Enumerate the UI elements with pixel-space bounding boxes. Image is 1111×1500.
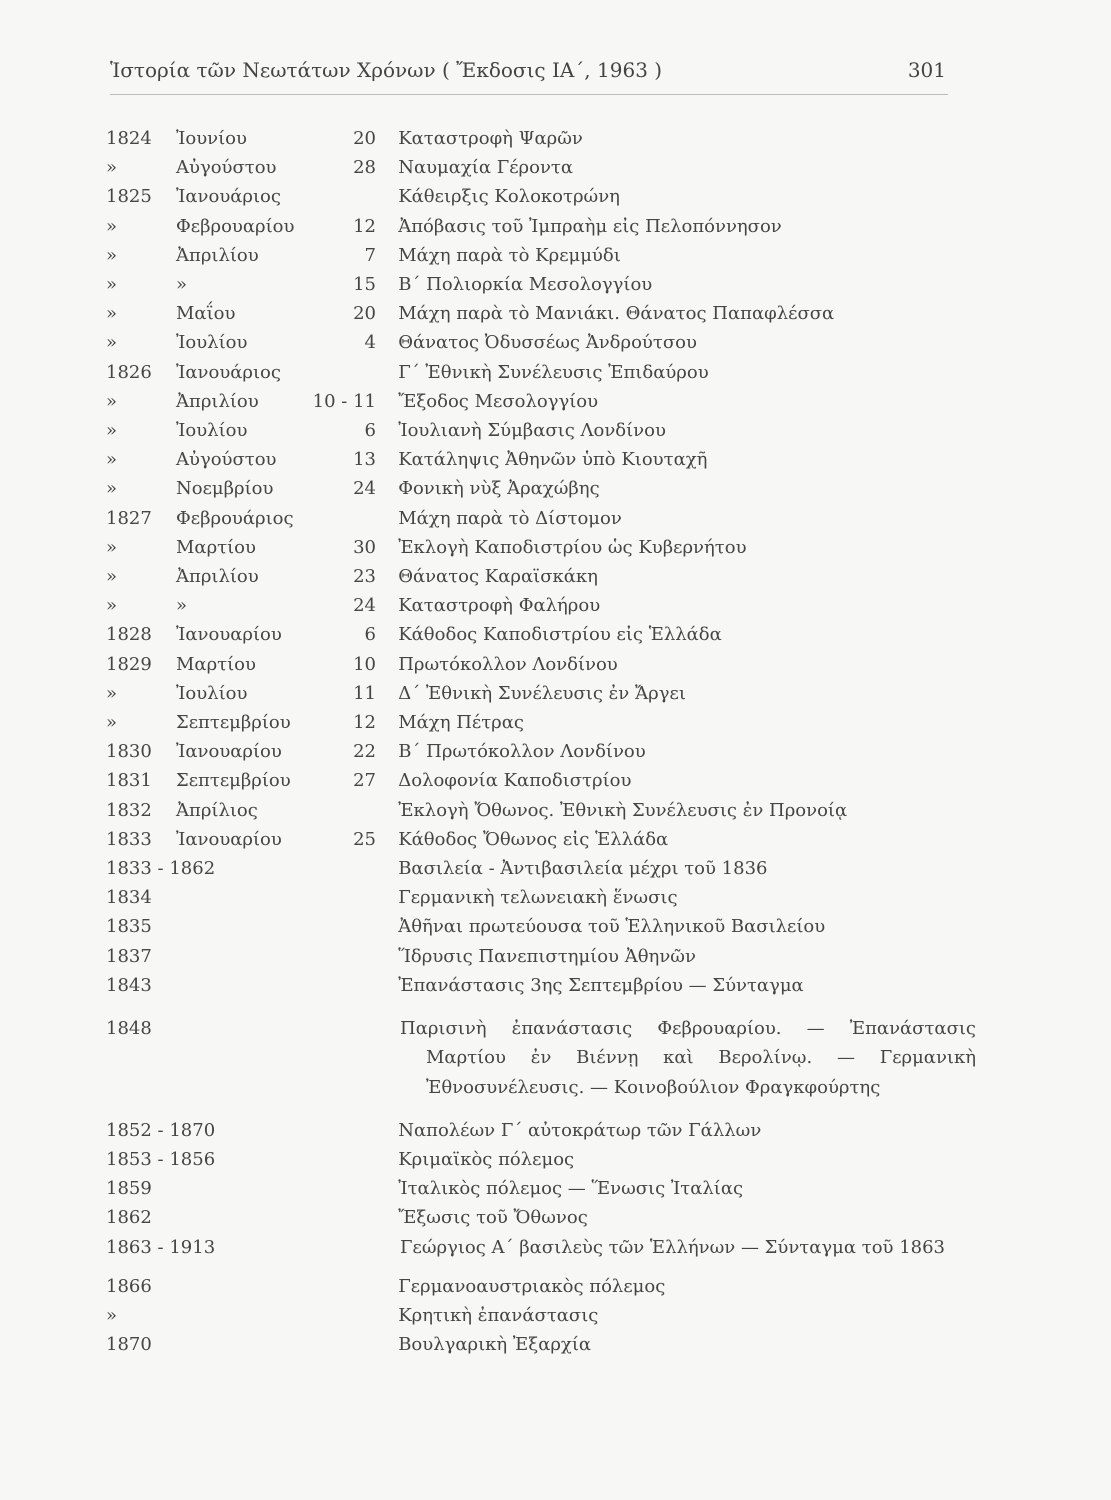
entry-year: 1826 xyxy=(106,361,152,383)
entry-event: Κάθοδος Ὄθωνος εἰς Ἑλλάδα xyxy=(398,828,669,850)
entry-year: » xyxy=(106,712,118,734)
chronology-entry xyxy=(0,241,1111,270)
entry-event: Ναπολέων Γ΄ αὐτοκράτωρ τῶν Γάλλων xyxy=(398,1119,762,1141)
entry-year: » xyxy=(106,420,118,442)
entry-year: » xyxy=(106,303,118,325)
chronology-entry xyxy=(0,650,1111,679)
entry-day: 24 xyxy=(353,595,376,617)
entry-year: » xyxy=(106,566,118,588)
chronology-entry xyxy=(0,124,1111,153)
entry-event: Δ΄ Ἐθνικὴ Συνέλευσις ἐν Ἄργει xyxy=(398,682,686,704)
entry-day: 12 xyxy=(353,215,376,237)
entry-event: Β΄ Πρωτόκολλον Λονδίνου xyxy=(398,741,646,763)
entry-year: » xyxy=(106,1304,118,1326)
entry-year: 1831 xyxy=(106,770,152,792)
entry-day: 20 xyxy=(353,128,376,149)
chronology-entry xyxy=(0,1203,1111,1232)
entry-year: 1866 xyxy=(106,1275,152,1297)
chronology-entry xyxy=(0,854,1111,883)
entry-month: Ἰανουαρίου xyxy=(176,741,282,763)
entry-year: » xyxy=(106,157,118,179)
entry-day: 25 xyxy=(353,828,376,850)
chronology-entry xyxy=(0,358,1111,387)
entry-month: Μαρτίου xyxy=(176,653,256,675)
entry-year: » xyxy=(106,215,118,237)
chronology-entry xyxy=(0,1330,1111,1359)
entry-event: Γ΄ Ἐθνικὴ Συνέλευσις Ἐπιδαύρου xyxy=(398,361,709,383)
chronology-entry xyxy=(0,620,1111,649)
entry-event: Καταστροφὴ Φαλήρου xyxy=(398,595,601,617)
entry-event: Βουλγαρικὴ Ἐξαρχία xyxy=(398,1334,592,1356)
entry-event: Καταστροφὴ Ψαρῶν xyxy=(398,128,583,149)
entry-event: Μάχη παρὰ τὸ Μανιάκι. Θάνατος Παπαφλέσσα xyxy=(398,303,835,325)
entry-year: 1853 - 1856 xyxy=(106,1148,216,1170)
spacer xyxy=(0,1262,1111,1272)
chronology-entry xyxy=(0,533,1111,562)
entry-year: 1870 xyxy=(106,1334,152,1356)
entry-month: Ἀπρίλιος xyxy=(176,799,258,821)
chronology-entry xyxy=(0,679,1111,708)
entry-month: » xyxy=(176,595,188,617)
chronology-entry xyxy=(0,562,1111,591)
entry-day: 28 xyxy=(353,157,376,179)
entry-event: Ἀθῆναι πρωτεύουσα τοῦ Ἑλληνικοῦ Βασιλείου xyxy=(398,916,826,938)
chronology-entry xyxy=(0,1116,1111,1145)
entry-event: Μάχη Πέτρας xyxy=(398,712,525,734)
entry-month: Ἰουλίου xyxy=(176,332,248,354)
entry-year: 1852 - 1870 xyxy=(106,1119,216,1141)
entry-event: Φονικὴ νὺξ Ἀραχώβης xyxy=(398,478,600,500)
entry-month: Νοεμβρίου xyxy=(176,478,274,500)
entry-year: » xyxy=(106,332,118,354)
entry-event: Β΄ Πολιορκία Μεσολογγίου xyxy=(398,274,653,296)
entry-event: Ἵδρυσις Πανεπιστημίου Ἀθηνῶν xyxy=(398,945,696,967)
entry-event: Κάθοδος Καποδιστρίου εἰς Ἑλλάδα xyxy=(398,624,722,646)
entry-day: 7 xyxy=(364,244,376,266)
entry-event: Ἰουλιανὴ Σύμβασις Λονδίνου xyxy=(398,420,666,442)
entry-event: Κατάληψις Ἀθηνῶν ὑπὸ Κιουταχῆ xyxy=(398,449,708,471)
entry-year: 1825 xyxy=(106,186,152,208)
entry-day: 24 xyxy=(353,478,376,500)
entry-year: 1832 xyxy=(106,799,152,821)
entry-year: 1833 xyxy=(106,828,152,850)
entry-year: 1834 xyxy=(106,887,152,909)
chronology-entry xyxy=(0,1233,1111,1262)
chronology-entry xyxy=(0,416,1111,445)
entry-year: 1830 xyxy=(106,741,152,763)
chronology-entry xyxy=(0,942,1111,971)
entry-day: 12 xyxy=(353,712,376,734)
entry-event: Ἔξωσις τοῦ Ὄθωνος xyxy=(398,1207,588,1229)
entry-month: Ἰανουαρίου xyxy=(176,828,282,850)
entry-year: » xyxy=(106,682,118,704)
entry-event: Ἐκλογὴ Ὄθωνος. Ἐθνικὴ Συνέλευσις ἐν Προνοίᾳ xyxy=(398,799,848,821)
entry-year: » xyxy=(106,390,118,412)
chronology-entry xyxy=(0,387,1111,416)
entry-event: Βασιλεία - Ἀντιβασιλεία μέχρι τοῦ 1836 xyxy=(398,858,768,880)
chronology-entry xyxy=(0,445,1111,474)
page-header xyxy=(110,58,946,90)
entry-year: » xyxy=(106,449,118,471)
entry-day: 10 - 11 xyxy=(312,390,376,412)
entry-day: 15 xyxy=(353,274,376,296)
spacer xyxy=(0,1000,1111,1014)
spacer xyxy=(0,1102,1111,1116)
chronology-entry xyxy=(0,796,1111,825)
entry-year: » xyxy=(106,478,118,500)
entry-year: 1837 xyxy=(106,945,152,967)
entry-event: Ἐκλογὴ Καποδιστρίου ὡς Κυβερνήτου xyxy=(398,536,747,558)
entry-year: 1833 - 1862 xyxy=(106,858,216,880)
entry-event: Γερμανοαυστριακὸς πόλεμος xyxy=(398,1275,666,1297)
chronology-entry xyxy=(0,766,1111,795)
chronology-entry xyxy=(0,328,1111,357)
entry-year: 1863 - 1913 xyxy=(106,1236,216,1258)
entry-day: 6 xyxy=(364,420,376,442)
entry-event: Ἐπανάστασις 3ης Σεπτεμβρίου — Σύνταγμα xyxy=(398,974,804,996)
header-rule xyxy=(110,94,948,95)
entry-event: Θάνατος Ὀδυσσέως Ἀνδρούτσου xyxy=(398,332,697,354)
entry-day: 27 xyxy=(353,770,376,792)
entry-month: Ἰουλίου xyxy=(176,682,248,704)
entry-year: 1859 xyxy=(106,1178,152,1200)
entry-year: 1835 xyxy=(106,916,152,938)
entry-year: 1848 xyxy=(106,1018,152,1040)
entry-event: Κάθειρξις Κολοκοτρώνη xyxy=(398,186,620,208)
entry-year: 1827 xyxy=(106,507,152,529)
chronology-entry xyxy=(0,1272,1111,1301)
entry-event: Θάνατος Καραϊσκάκη xyxy=(398,566,598,588)
entry-month: Αὐγούστου xyxy=(176,157,277,179)
entry-event: Γεώργιος Α΄ βασιλεὺς τῶν Ἑλλήνων — Σύνταγμα τοῦ 1863 xyxy=(400,1236,946,1258)
entry-day: 13 xyxy=(353,449,376,471)
entry-year: » xyxy=(106,244,118,266)
running-title: Ἱστορία τῶν Νεωτάτων Χρόνων ( Ἔκδοσις ΙΑ΄, 1963 ) xyxy=(110,58,663,82)
entry-month: Ἰανουάριος xyxy=(176,361,281,383)
chronology-entry xyxy=(0,212,1111,241)
entry-day: 6 xyxy=(364,624,376,646)
entry-month: Ἀπριλίου xyxy=(176,390,259,412)
entry-month: Ἀπριλίου xyxy=(176,566,259,588)
chronology-entry xyxy=(0,1145,1111,1174)
entry-event: Ἔξοδος Μεσολογγίου xyxy=(398,390,599,412)
entry-day: 10 xyxy=(353,653,376,675)
entry-month: Μαΐου xyxy=(176,303,236,325)
chronology-entry xyxy=(0,591,1111,620)
entry-event: Μάχη παρὰ τὸ Κρεμμύδι xyxy=(398,244,621,266)
entry-event: Ἀπόβασις τοῦ Ἰμπραὴμ εἰς Πελοπόννησον xyxy=(398,215,782,237)
entry-event: Ναυμαχία Γέροντα xyxy=(398,157,574,179)
chronology-entry xyxy=(0,1014,1111,1102)
entry-event: Ἰταλικὸς πόλεμος — Ἕνωσις Ἰταλίας xyxy=(398,1178,744,1200)
entry-year: » xyxy=(106,274,118,296)
chronology-entry xyxy=(0,474,1111,503)
entry-day: 4 xyxy=(364,332,376,354)
entry-year: 1829 xyxy=(106,653,152,675)
entry-event: Γερμανικὴ τελωνειακὴ ἕνωσις xyxy=(398,887,678,909)
chronology-entry xyxy=(0,1174,1111,1203)
chronology-entry xyxy=(0,182,1111,211)
entry-event: Πρωτόκολλον Λονδίνου xyxy=(398,653,618,675)
chronology-entry xyxy=(0,299,1111,328)
chronology-list xyxy=(0,124,1111,1359)
entry-month: Σεπτεμβρίου xyxy=(176,770,291,792)
entry-year: 1828 xyxy=(106,624,152,646)
entry-month: Σεπτεμβρίου xyxy=(176,712,291,734)
entry-day: 23 xyxy=(353,566,376,588)
entry-month: Φεβρουαρίου xyxy=(176,215,295,237)
entry-event: Δολοφονία Καποδιστρίου xyxy=(398,770,632,792)
chronology-entry xyxy=(0,883,1111,912)
entry-month: » xyxy=(176,274,188,296)
entry-month: Ἰανουάριος xyxy=(176,186,281,208)
entry-month: Αὐγούστου xyxy=(176,449,277,471)
entry-event: Κριμαϊκὸς πόλεμος xyxy=(398,1148,575,1170)
entry-year: » xyxy=(106,595,118,617)
chronology-entry xyxy=(0,504,1111,533)
chronology-entry xyxy=(0,153,1111,182)
chronology-entry xyxy=(0,912,1111,941)
entry-day: 30 xyxy=(353,536,376,558)
entry-month: Ἰανουαρίου xyxy=(176,624,282,646)
entry-month: Φεβρουάριος xyxy=(176,507,294,529)
chronology-entry xyxy=(0,1301,1111,1330)
chronology-entry xyxy=(0,737,1111,766)
page-number: 301 xyxy=(907,58,946,82)
entry-event: Μάχη παρὰ τὸ Δίστομον xyxy=(398,507,622,529)
chronology-entry xyxy=(0,825,1111,854)
entry-month: Ἰουλίου xyxy=(176,420,248,442)
entry-month: Ἀπριλίου xyxy=(176,244,259,266)
entry-day: 20 xyxy=(353,303,376,325)
entry-month: Μαρτίου xyxy=(176,536,256,558)
entry-day: 11 xyxy=(353,682,376,704)
entry-event: Κρητικὴ ἐπανάστασις xyxy=(398,1304,599,1326)
entry-year: 1824 xyxy=(106,128,152,149)
entry-year: 1862 xyxy=(106,1207,152,1229)
chronology-entry xyxy=(0,708,1111,737)
chronology-entry xyxy=(0,971,1111,1000)
entry-event: Παρισινὴ ἐπανάστασις Φεβρουαρίου. — Ἐπανάστασις Μαρτίου ἐν Βιέννῃ καὶ Βερολίνῳ. — Γερμανικὴ Ἐθνοσυνέλευσις. — Κοινοβούλιον Φραγκφούρτης xyxy=(400,1018,976,1098)
entry-year: » xyxy=(106,536,118,558)
entry-month: Ἰουνίου xyxy=(176,128,247,149)
entry-day: 22 xyxy=(353,741,376,763)
entry-year: 1843 xyxy=(106,974,152,996)
chronology-entry xyxy=(0,270,1111,299)
